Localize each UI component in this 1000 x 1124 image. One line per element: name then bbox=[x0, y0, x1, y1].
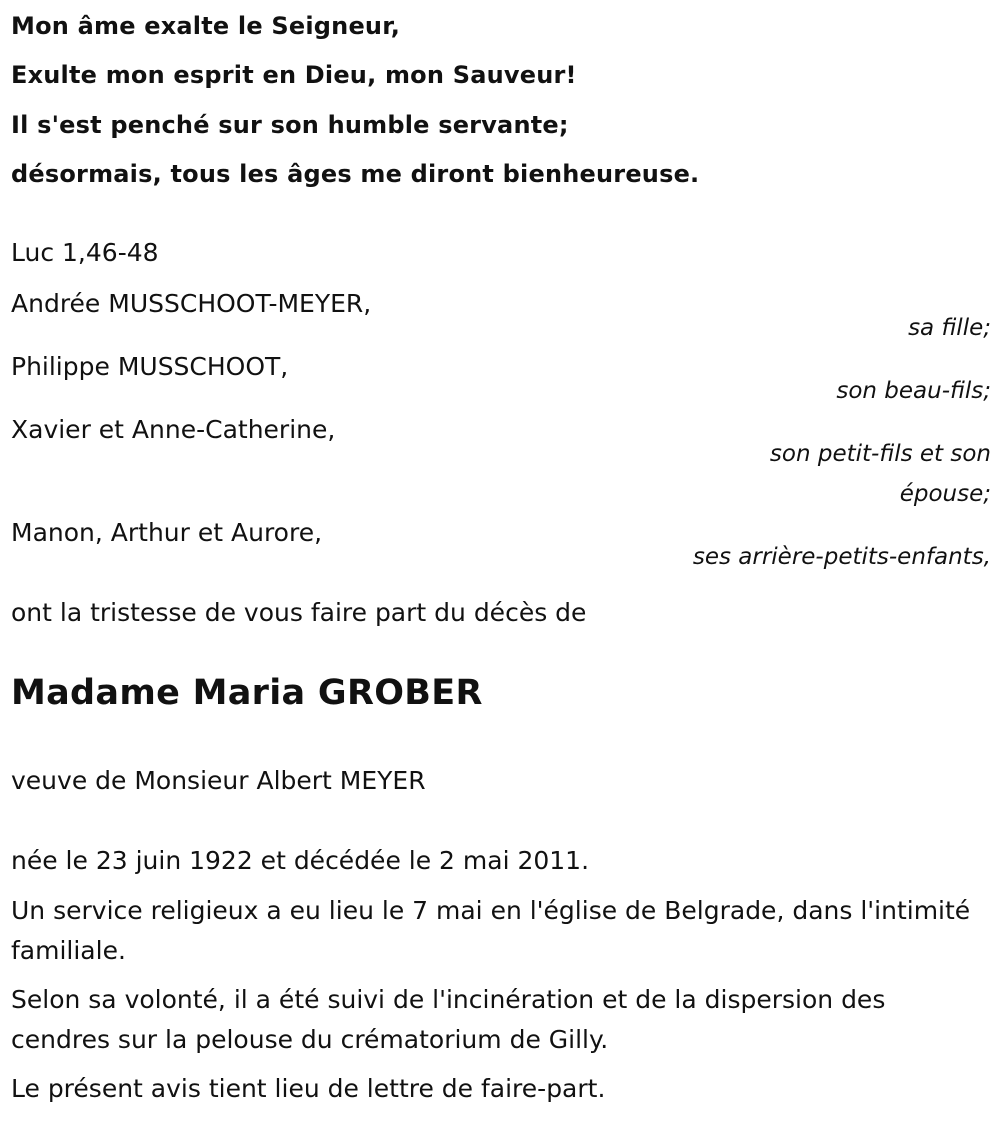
verse-line-4: désormais, tous les âges me diront bienheureuse. bbox=[11, 160, 700, 188]
family-member-role: son beau-fils; bbox=[836, 378, 991, 404]
verse-line-3: Il s'est penché sur son humble servante; bbox=[11, 111, 569, 139]
notice-statement: Le présent avis tient lieu de lettre de faire-part. bbox=[11, 1074, 606, 1103]
cremation-details: Selon sa volonté, il a été suivi de l'incinération et de la dispersion des cendres sur la pelouse du crématorium de Gilly. bbox=[11, 985, 886, 1054]
verse-reference: Luc 1,46-48 bbox=[11, 238, 159, 267]
family-member-role: sa fille; bbox=[908, 315, 991, 341]
family-member-role: son petit-fils et son épouse; bbox=[769, 441, 991, 507]
birth-death-dates: née le 23 juin 1922 et décédée le 2 mai 2011. bbox=[11, 846, 590, 875]
family-member-role: ses arrière-petits-enfants, bbox=[692, 544, 991, 570]
family-member-name: Xavier et Anne-Catherine, bbox=[11, 415, 336, 444]
service-details: Un service religieux a eu lieu le 7 mai en l'église de Belgrade, dans l'intimité familiale. bbox=[11, 896, 971, 965]
family-member-name: Manon, Arthur et Aurore, bbox=[11, 518, 323, 547]
family-member-name: Andrée MUSSCHOOT-MEYER, bbox=[11, 289, 372, 318]
verse-line-1: Mon âme exalte le Seigneur, bbox=[11, 12, 401, 40]
announcement-text: ont la tristesse de vous faire part du décès de bbox=[11, 598, 587, 627]
widow-of-text: veuve de Monsieur Albert MEYER bbox=[11, 766, 426, 795]
family-member-name: Philippe MUSSCHOOT, bbox=[11, 352, 289, 381]
verse-line-2: Exulte mon esprit en Dieu, mon Sauveur! bbox=[11, 61, 577, 89]
deceased-name: Madame Maria GROBER bbox=[11, 673, 483, 713]
